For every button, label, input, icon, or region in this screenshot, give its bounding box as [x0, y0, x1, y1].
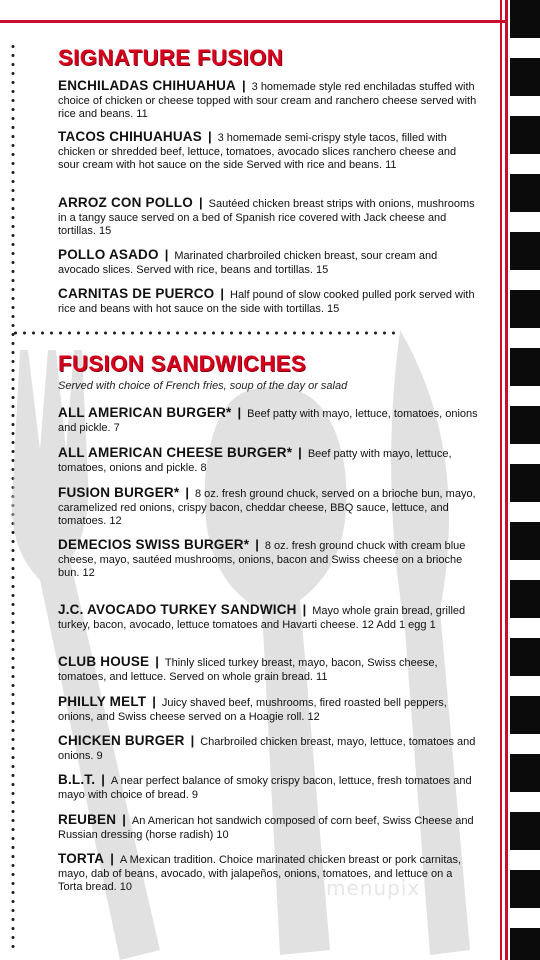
menu-item [58, 446, 478, 475]
item-description: Charbroiled chicken breast, mayo, lettuce, tomatoes and onions. 9 [58, 736, 476, 762]
separator: | [152, 694, 156, 709]
item-name: J.C. AVOCADO TURKEY SANDWICH [58, 602, 297, 617]
top-border [0, 0, 508, 23]
menu-item [58, 538, 483, 581]
separator: | [101, 772, 105, 787]
red-rule-thin [500, 0, 502, 960]
item-description: 3 homemade semi-crispy style tacos, filled with chicken or shredded beef, lettuce, tomatoes, avocado slices ranchero cheese and sour cream with hot sauce on the side Served with rice and beans. 11 [58, 132, 457, 171]
item-description: Half pound of slow cooked pulled pork served with rice and beans with hot sauce on the side with tortillas. 15 [58, 289, 475, 315]
separator: | [242, 78, 246, 93]
separator: | [199, 195, 203, 210]
section-title: FUSION SANDWICHES [58, 351, 307, 376]
section-title: SIGNATURE FUSION [58, 45, 284, 70]
menu-item [58, 248, 478, 277]
striped-border [510, 0, 540, 960]
menu-item [58, 196, 478, 239]
item-name: POLLO ASADO [58, 247, 159, 262]
menu-item [58, 813, 478, 842]
item-description: Marinated charbroiled chicken breast, sour cream and avocado slices. Served with rice, beans and tortillas. 15 [58, 250, 438, 276]
item-description: 8 oz. fresh ground chuck, served on a brioche bun, mayo, caramelized red onions, crispy bacon, cheddar cheese, BBQ sauce, lettuce, and tomatoes. 12 [58, 488, 476, 527]
separator: | [155, 654, 159, 669]
separator: | [207, 129, 212, 144]
item-description: Mayo whole grain bread, grilled turkey, bacon, avocado, lettuce tomatoes and Havarti cheese. 12 Add 1 egg 1 [58, 605, 466, 631]
item-description: A Mexican tradition. Choice marinated chicken breast or pork carnitas, mayo, dab of beans, avocado, with jalapeños, onions, tomatoes, and lettuce on a Torta bread. 10 [58, 854, 462, 893]
section-subtitle: Served with choice of French fries, soup of the day or salad [58, 380, 348, 392]
menu-item [58, 695, 478, 724]
item-name: CARNITAS DE PUERCO [58, 286, 215, 301]
item-description: Thinly sliced turkey breast, mayo, bacon, Swiss cheese, tomatoes, and lettuce. Served on whole grain bread. 11 [58, 657, 438, 683]
item-name: ALL AMERICAN BURGER* [58, 405, 232, 420]
watermark-text: menupix [326, 876, 421, 900]
item-description: Juicy shaved beef, mushrooms, fired roasted bell peppers, onions, and Swiss cheese served on a Hoagie roll. 12 [58, 697, 447, 723]
item-name: REUBEN [58, 812, 117, 827]
item-name: B.L.T. [58, 772, 96, 787]
separator: | [220, 286, 224, 301]
item-description: A near perfect balance of smoky crispy bacon, lettuce, fresh tomatoes and mayo with choice of bread. 9 [58, 775, 472, 801]
item-name: ALL AMERICAN CHEESE BURGER* [58, 445, 293, 460]
separator: | [110, 851, 114, 866]
menu-item [58, 287, 478, 316]
item-description: Beef patty with mayo, lettuce, tomatoes, onions and pickle. 7 [58, 408, 478, 434]
item-name: TORTA [58, 851, 105, 866]
separator: | [298, 445, 302, 460]
separator: | [237, 405, 242, 420]
separator: | [164, 247, 169, 262]
section-fusion-sandwiches [58, 352, 478, 392]
separator: | [185, 485, 189, 500]
item-name: TACOS CHIHUAHUAS [58, 129, 202, 144]
item-description: Beef patty with mayo, lettuce, tomatoes, onions and pickle. 8 [58, 448, 452, 474]
menu-item [58, 655, 478, 684]
item-description: An American hot sandwich composed of corn beef, Swiss Cheese and Russian dressing (horse radish) 10 [58, 815, 474, 841]
item-name: CHICKEN BURGER [58, 733, 185, 748]
item-name: PHILLY MELT [58, 694, 147, 709]
section-signature-fusion [58, 46, 478, 70]
menu-item [58, 486, 478, 529]
menu-item [58, 79, 478, 122]
separator: | [122, 812, 126, 827]
separator: | [190, 733, 195, 748]
item-description: 3 homemade style red enchiladas stuffed with choice of chicken or cheese topped with sour cream and ranchero cheese served with rice and beans. 11 [58, 81, 477, 120]
item-name: ARROZ CON POLLO [58, 195, 193, 210]
menu-item [58, 603, 478, 632]
item-name: ENCHILADAS CHIHUAHUA [58, 78, 236, 93]
menu-item [58, 734, 478, 763]
item-description: Sautéed chicken breast strips with onions, mushrooms in a tangy sauce served on a bed of Spanish rice covered with Jack cheese and tortillas. 15 [58, 198, 475, 237]
separator: | [255, 537, 259, 552]
item-name: FUSION BURGER* [58, 485, 180, 500]
menu-item [58, 130, 478, 173]
separator: | [302, 602, 307, 617]
red-rule [505, 0, 508, 960]
item-name: CLUB HOUSE [58, 654, 150, 669]
menu-item [58, 406, 478, 435]
menu-item [58, 773, 478, 802]
item-description: 8 oz. fresh ground chuck with cream blue cheese, mayo, sautéed mushrooms, onions, bacon and Swiss cheese on a brioche bun. 12 [58, 540, 466, 579]
item-name: DEMECIOS SWISS BURGER* [58, 537, 250, 552]
